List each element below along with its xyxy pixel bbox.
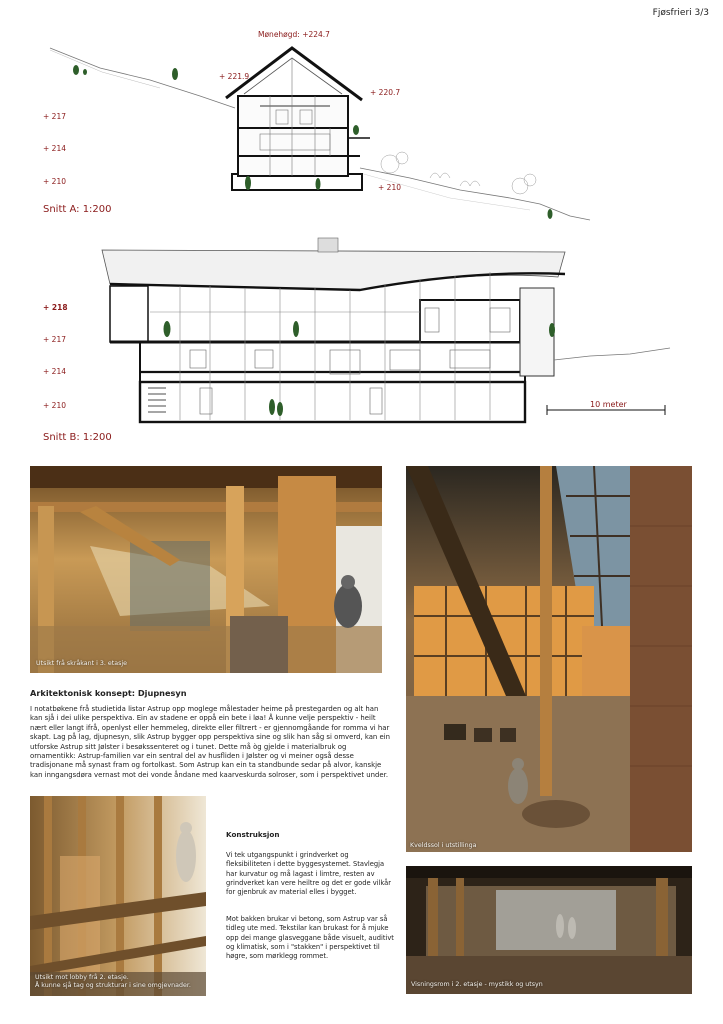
section-b-level-217: + 217 <box>43 335 66 344</box>
render-lobby <box>30 796 206 996</box>
konstruksjon-title: Konstruksjon <box>226 830 280 839</box>
caption-skrakant: Utsikt frå skråkant i 3. etasje <box>36 660 127 667</box>
elev-right-value: 220.7 <box>378 88 401 97</box>
section-a-drawing <box>30 28 670 223</box>
concept-body: I notatbøkene frå studietida listar Astrup opp moglege målestader heime på prestegarden og alt han kan sjå i dei ulike perspektiva. Ein av stadene er oppå ein bete i løa! Å kunne velje perspektiv - heilt nært eller langt ifrå, openlyst eller hemmeleg, direkte eller filtrert - er gjennomgåande for romma vi har skapt. Lag på lag, djupnesyn, slik Astrup bygger opp perspektiva sine og slik han såg si omverd, kan ein utforske Astrup sitt Jølster i besøkssenteret og i tunet. Dette må òg gjelde i materialbruk og ornamentikk: Astrup-familien var ein sentral del av husfliden i Jølster og vi meiner også desse tradisjonane må synast fram og fortolkast. Som Astrup kan ein ta standbunde sedar på alvor, kanskje kan inngangsdøra vernast mot dei vonde åndane med kaarveskurda solroser, som i perspektivet under. <box>30 705 391 779</box>
page-title: Fjøsfrieri 3/3 <box>652 8 709 18</box>
concept-title: Arkitektonisk konsept: Djupnesyn <box>30 688 187 698</box>
caption-kveldssol: Kveldssol i utstillinga <box>410 842 477 849</box>
elev-plus-sign: + <box>370 88 379 97</box>
caption-visningsrom: Visningsrom i 2. etasje - mystikk og utsyn <box>411 981 543 988</box>
render-skrakant <box>30 466 382 673</box>
section-a-level-217: + 217 <box>43 112 66 121</box>
render-kveldssol <box>406 466 692 852</box>
section-a-elev-right <box>370 88 400 97</box>
caption-lobby <box>35 974 210 990</box>
section-a-level-214: + 214 <box>43 144 66 153</box>
konstruksjon-paragraph-2: Mot bakken brukar vi betong, som Astrup var så tidleg ute med. Tekstilar kan brukast for å mjuke opp dei mange glasveggane både visuelt, auditivt og klimatisk, som i "stakken" i perspektivet til høgre, som mørklegg rommet. <box>226 915 394 960</box>
section-b-level-218: + 218 <box>43 303 68 312</box>
render-visningsrom <box>406 866 692 994</box>
section-b-drawing <box>30 232 690 427</box>
section-b-label: Snitt B: 1:200 <box>43 432 112 443</box>
section-a-elev-left: + 221.9 <box>219 72 250 81</box>
section-b-level-210: + 210 <box>43 401 66 410</box>
section-a-ridge-height: Mønehøgd: +224.7 <box>258 30 330 39</box>
scale-bar-label: 10 meter <box>590 400 627 409</box>
section-a-elev-ground-right: + 210 <box>378 183 401 192</box>
caption-lobby-line2: Å kunne sjå tag og strukturar i sine omgjevnader. <box>35 982 191 990</box>
konstruksjon-paragraph-1: Vi tek utgangspunkt i grindverket og fleksibiliteten i dette byggesystemet. Stavlegja har kurvatur og må lagast i limtre, resten av grindverket kan vere heiltre og det er gode vilkår for gjenbruk av material elles i bygget. <box>226 851 391 896</box>
caption-lobby-line1: Utsikt mot lobby frå 2. etasje. <box>35 974 129 981</box>
section-a-level-210: + 210 <box>43 177 66 186</box>
section-b-level-214: + 214 <box>43 367 66 376</box>
section-a-label: Snitt A: 1:200 <box>43 204 112 215</box>
